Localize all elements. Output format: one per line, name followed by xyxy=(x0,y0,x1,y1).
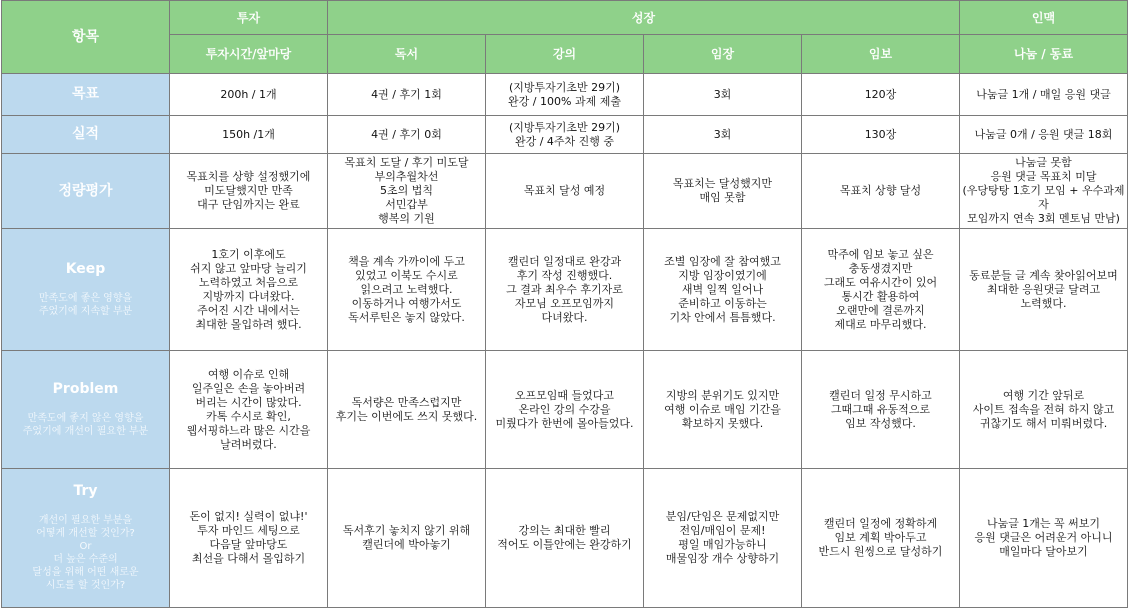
table-cell: 4권 / 후기 0회 xyxy=(328,116,486,154)
table-cell: 목표치 도달 / 후기 미도달 부의추월차선 5초의 법칙 서민갑부 행복의 기원 xyxy=(328,154,486,229)
table-cell: 나눔글 1개는 꼭 써보기 응원 댓글은 어려운거 아니니 매일마다 달아보기 xyxy=(960,469,1128,608)
table-cell: 목표치 달성 예정 xyxy=(486,154,644,229)
row-header-goal xyxy=(2,74,170,116)
row-label: 실적 xyxy=(71,126,100,142)
group-header-network: 인맥 xyxy=(960,1,1128,35)
table-cell: 캘린더 일정 무시하고 그때그때 유동적으로 임보 작성했다. xyxy=(802,351,960,469)
table-row-keep xyxy=(2,229,1128,351)
table-cell: 동료분들 글 계속 찾아읽어보며 최대한 응원댓글 달려고 노력했다. xyxy=(960,229,1128,351)
row-label: 목표 xyxy=(71,86,100,102)
table-cell: 책을 계속 가까이에 두고 있었고 이북도 수시로 읽으려고 노력했다. 이동하거나 여행가서도 독서루틴은 놓지 않았다. xyxy=(328,229,486,351)
table-cell: 200h / 1개 xyxy=(170,74,328,116)
table-cell: 3회 xyxy=(644,74,802,116)
row-label: 정량평가 xyxy=(58,182,113,199)
column-header-reading: 독서 xyxy=(328,35,486,74)
table-row-result xyxy=(2,116,1128,154)
table-cell: 돈이 없지! 실력이 없냐!' 투자 마인드 세팅으로 다음달 앞마당도 최선을 다해서 몰입하기 xyxy=(170,469,328,608)
table-cell: 120장 xyxy=(802,74,960,116)
group-header-investment: 투자 xyxy=(170,1,328,35)
table-cell: 3회 xyxy=(644,116,802,154)
table-cell: 분임/단임은 문제없지만 전임/매임이 문제! 평일 매임가능하니 매물임장 개수 상향하기 xyxy=(644,469,802,608)
row-sublabel: 만족도에 좋은 영향을 주었기에 지속할 부분 xyxy=(38,292,133,317)
column-header-sharing: 나눔 / 동료 xyxy=(960,35,1128,74)
table-cell: 조별 임장에 잘 참여했고 지방 임장이였기에 새벽 일찍 일어나 준비하고 이동하는 기차 안에서 틈틈했다. xyxy=(644,229,802,351)
row-header-problem xyxy=(2,351,170,469)
retrospective-table xyxy=(1,0,1128,608)
row-header-keep xyxy=(2,229,170,351)
row-label: Problem xyxy=(52,380,119,397)
table-cell: 여행 이슈로 인해 일주일은 손을 놓아버려 버리는 시간이 많았다. 카톡 수시로 확인, 웹서핑하느라 많은 시간을 날려버렸다. xyxy=(170,351,328,469)
row-sublabel: 만족도에 좋지 않은 영향을 주었기에 개선이 필요한 부분 xyxy=(22,412,149,437)
table-cell: 독서량은 만족스럽지만 후기는 이번에도 쓰지 못했다. xyxy=(328,351,486,469)
table-cell: 강의는 최대한 빨리 적어도 이틀안에는 완강하기 xyxy=(486,469,644,608)
table-cell: 독서후기 놓치지 않기 위해 캘린더에 박아놓기 xyxy=(328,469,486,608)
table-cell: 목표치는 달성했지만 매임 못함 xyxy=(644,154,802,229)
row-header-try xyxy=(2,469,170,608)
table-cell: 지방의 분위기도 있지만 여행 이슈로 매임 기간을 확보하지 못했다. xyxy=(644,351,802,469)
table-cell: (지방투자기초반 29기) 완강 / 100% 과제 제출 xyxy=(486,74,644,116)
row-label: Keep xyxy=(65,260,106,277)
table-cell: 목표치 상향 달성 xyxy=(802,154,960,229)
column-header-site-visit: 임장 xyxy=(644,35,802,74)
column-header-investment-time: 투자시간/앞마당 xyxy=(170,35,328,74)
table-cell: 목표치를 상향 설정했기에 미도달했지만 만족 대구 단임까지는 완료 xyxy=(170,154,328,229)
row-header-quantitative xyxy=(2,154,170,229)
table-cell: 130장 xyxy=(802,116,960,154)
table-cell: 1호기 이후에도 쉬지 않고 앞마당 늘리기 노력하였고 처음으로 지방까지 다녀왔다. 주어진 시간 내에서는 최대한 몰입하려 했다. xyxy=(170,229,328,351)
table-cell: 나눔글 0개 / 응원 댓글 18회 xyxy=(960,116,1128,154)
table-cell: 여행 기간 앞뒤로 사이트 접속을 전혀 하지 않고 귀찮기도 해서 미뤄버렸다. xyxy=(960,351,1128,469)
column-header-lecture: 강의 xyxy=(486,35,644,74)
table-cell: 막주에 임보 놓고 싶은 충동생겼지만 그래도 여유시간이 있어 통시간 활용하여 오랜만에 결론까지 제대로 마무리했다. xyxy=(802,229,960,351)
table-cell: 150h /1개 xyxy=(170,116,328,154)
row-sublabel: 개선이 필요한 부분을 어떻게 개선할 것인가? Or 더 높은 수준의 달성을 위해 어떤 새로운 시도를 할 것인가? xyxy=(32,515,139,591)
row-header-result xyxy=(2,116,170,154)
table-row-quantitative xyxy=(2,154,1128,229)
row-label: Try xyxy=(73,483,98,499)
corner-header: 항목 xyxy=(2,1,170,74)
group-header-growth: 성장 xyxy=(328,1,960,35)
table-cell: 나눔글 못함 응원 댓글 목표치 미달 (우당탕탕 1호기 모임 + 우수과제자 모임까지 연속 3회 멘토님 만남) xyxy=(960,154,1128,229)
table-cell: (지방투자기초반 29기) 완강 / 4주차 진행 중 xyxy=(486,116,644,154)
table-cell: 캘린더 일정대로 완강과 후기 작성 진행했다. 그 결과 최우수 후기자로 자모님 오프모임까지 다녀왔다. xyxy=(486,229,644,351)
table-cell: 캘린더 일정에 정확하게 임보 계획 박아두고 반드시 원씽으로 달성하기 xyxy=(802,469,960,608)
table-row-try xyxy=(2,469,1128,608)
table-row-goal xyxy=(2,74,1128,116)
column-header-report: 임보 xyxy=(802,35,960,74)
table-cell: 4권 / 후기 1회 xyxy=(328,74,486,116)
table-row-problem xyxy=(2,351,1128,469)
table-cell: 오프모임때 들었다고 온라인 강의 수강을 미뤘다가 한번에 몰아들었다. xyxy=(486,351,644,469)
table-cell: 나눔글 1개 / 매일 응원 댓글 xyxy=(960,74,1128,116)
